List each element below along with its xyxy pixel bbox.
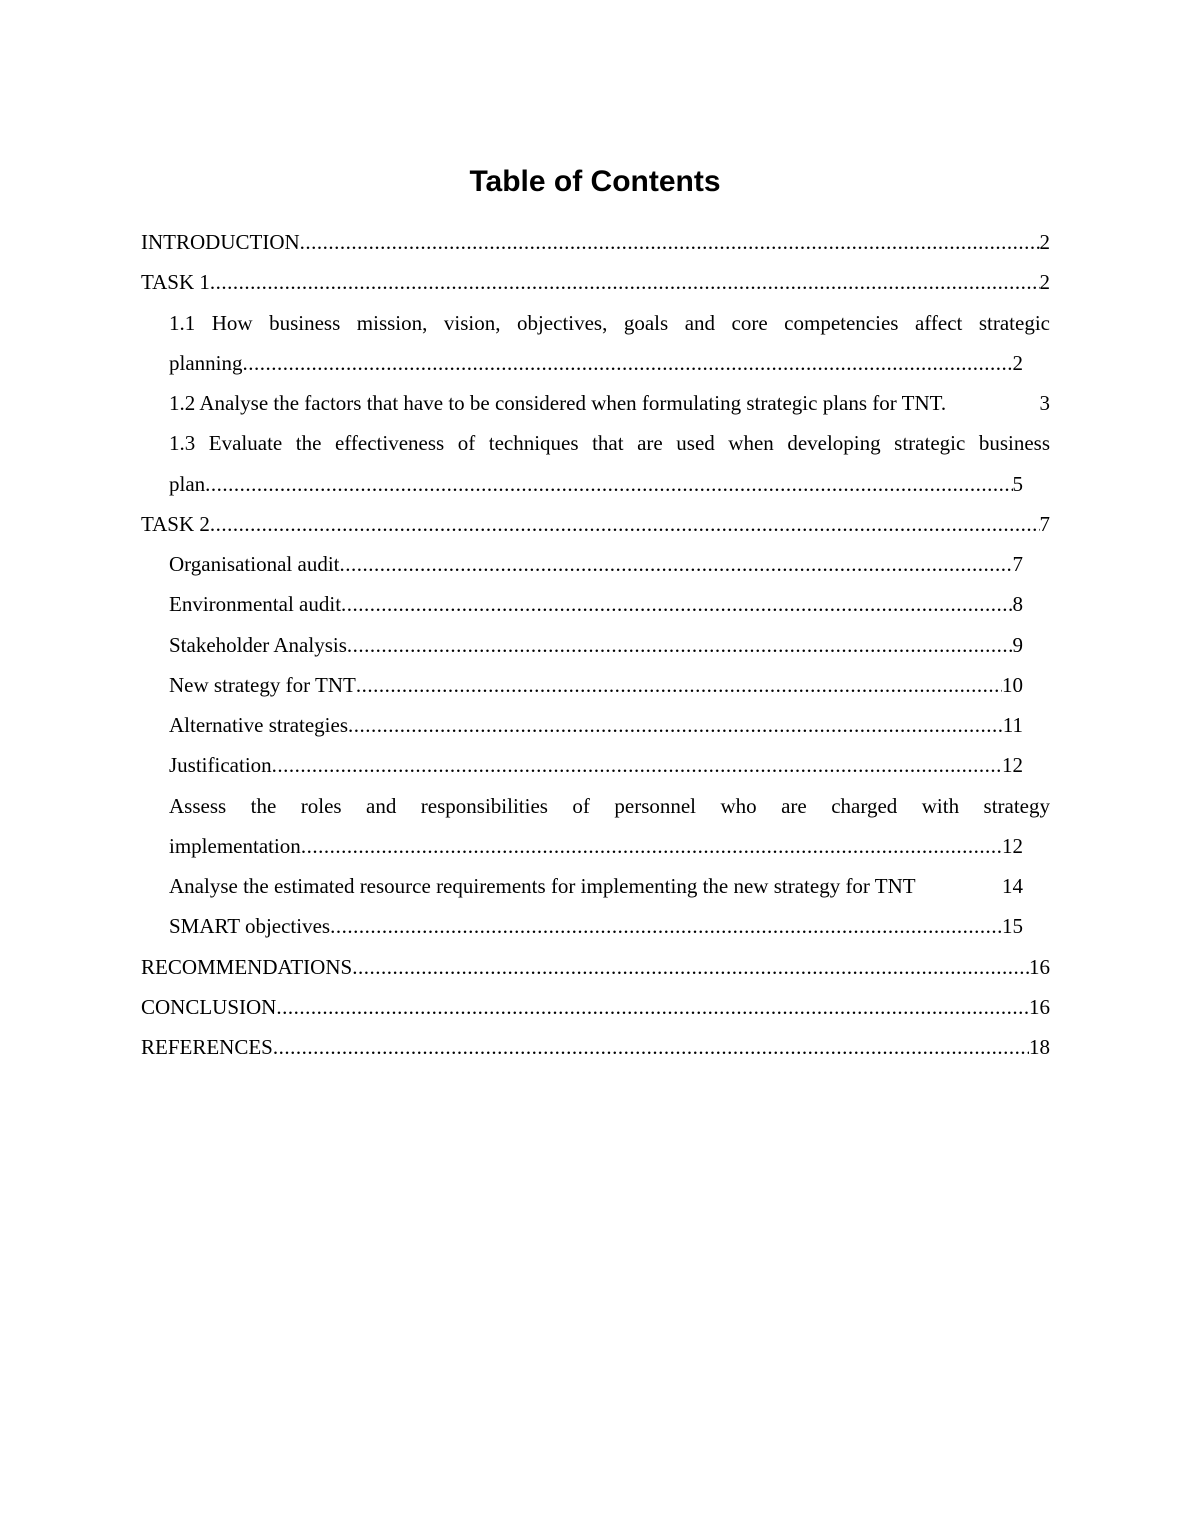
- toc-entry-1-1-line1[interactable]: 1.1 How business mission, vision, objectives, goals and core competencies affect strategic: [169, 311, 1050, 335]
- toc-entry-text: Analyse the estimated resource requirements for implementing the new strategy for TNT: [169, 874, 916, 898]
- toc-page-number: 16: [1029, 995, 1050, 1019]
- toc-entry-text: REFERENCES: [141, 1035, 273, 1059]
- toc-page-number: 10: [1002, 673, 1023, 697]
- toc-entry-1-2[interactable]: [169, 383, 1050, 423]
- toc-entry-justification[interactable]: [169, 745, 1023, 785]
- toc-leader-dots: [272, 745, 1002, 785]
- toc-leader-dots: [205, 464, 1012, 504]
- toc-leader-dots: [276, 987, 1029, 1027]
- toc-leader-dots: [301, 826, 1002, 866]
- toc-entry-1-1-line2[interactable]: [169, 343, 1023, 383]
- toc-page-number: 2: [1039, 230, 1050, 254]
- toc-entry-1-3-line1[interactable]: 1.3 Evaluate the effectiveness of techniques that are used when developing strategic business: [169, 431, 1050, 455]
- toc-title: Table of Contents: [469, 165, 721, 198]
- toc-page-number: 15: [1002, 914, 1023, 938]
- toc-entry-text: Stakeholder Analysis: [169, 633, 347, 657]
- toc-page-number: 14: [1002, 874, 1023, 898]
- toc-entry-text: Environmental audit: [169, 592, 342, 616]
- toc-entry-smart-objectives[interactable]: [169, 906, 1023, 946]
- toc-page-number: 7: [1012, 552, 1023, 576]
- toc-entry-alternative-strategies[interactable]: [169, 705, 1023, 745]
- toc-leader-dots: [341, 584, 1012, 624]
- toc-entry-text: INTRODUCTION: [141, 230, 300, 254]
- toc-leader-dots: [210, 504, 1040, 544]
- toc-entry-roles-line2[interactable]: [169, 826, 1023, 866]
- toc-page-number: 8: [1012, 592, 1023, 616]
- toc-leader-dots: [340, 544, 1013, 584]
- toc-page-number: 12: [1002, 834, 1023, 858]
- toc-entry-task-2[interactable]: [141, 504, 1050, 544]
- toc-leader-dots: [273, 1027, 1029, 1067]
- toc-entry-text: Justification: [169, 753, 272, 777]
- toc-leader-dots: [347, 625, 1013, 665]
- toc-entry-resource-requirements[interactable]: [169, 866, 1023, 906]
- toc-entry-introduction[interactable]: [141, 222, 1050, 262]
- toc-entry-conclusion[interactable]: [141, 987, 1050, 1027]
- toc-page-number: 2: [1039, 270, 1050, 294]
- toc-entry-environmental-audit[interactable]: [169, 584, 1023, 624]
- toc-entry-text: SMART objectives: [169, 914, 331, 938]
- toc-entry-references[interactable]: [141, 1027, 1050, 1067]
- toc-entry-text: TASK 2: [141, 512, 210, 536]
- toc-leader-dots: [300, 222, 1040, 262]
- toc-entry-roles-line1[interactable]: Assess the roles and responsibilities of personnel who are charged with strategy: [169, 794, 1050, 818]
- toc-entry-text: implementation: [169, 834, 301, 858]
- toc-entry-text: Alternative strategies: [169, 713, 349, 737]
- toc-entry-1-3-line2[interactable]: [169, 464, 1023, 504]
- toc-entry-organisational-audit[interactable]: [169, 544, 1023, 584]
- toc-entry-stakeholder-analysis[interactable]: [169, 625, 1023, 665]
- toc-entry-text: RECOMMENDATIONS: [141, 955, 353, 979]
- toc-page-number: 12: [1002, 753, 1023, 777]
- toc-entry-text: planning: [169, 351, 243, 375]
- toc-entry-text: CONCLUSION: [141, 995, 277, 1019]
- toc-leader-dots: [352, 947, 1029, 987]
- toc-entry-text: plan: [169, 472, 206, 496]
- toc-leader-dots: [348, 705, 1003, 745]
- toc-page-number: 11: [1002, 713, 1023, 737]
- toc-entry-text: 1.2 Analyse the factors that have to be considered when formulating strategic plans for TNT.: [169, 391, 947, 415]
- toc-page-number: 3: [1039, 391, 1050, 415]
- toc-page-number: 18: [1029, 1035, 1050, 1059]
- toc-page-number: 2: [1012, 351, 1023, 375]
- toc-leader-dots: [356, 665, 1002, 705]
- toc-leader-dots: [330, 906, 1002, 946]
- toc-entry-recommendations[interactable]: [141, 947, 1050, 987]
- toc-page-number: 16: [1029, 955, 1050, 979]
- toc-leader-dots: [210, 262, 1040, 302]
- toc-entry-new-strategy[interactable]: [169, 665, 1023, 705]
- toc-page-number: 9: [1012, 633, 1023, 657]
- toc-page-number: 7: [1039, 512, 1050, 536]
- toc-page-number: 5: [1012, 472, 1023, 496]
- toc-leader-dots: [243, 343, 1013, 383]
- toc-entry-task-1[interactable]: [141, 262, 1050, 302]
- toc-entry-text: Organisational audit: [169, 552, 340, 576]
- toc-entry-text: New strategy for TNT: [169, 673, 356, 697]
- toc-entry-text: TASK 1: [141, 270, 210, 294]
